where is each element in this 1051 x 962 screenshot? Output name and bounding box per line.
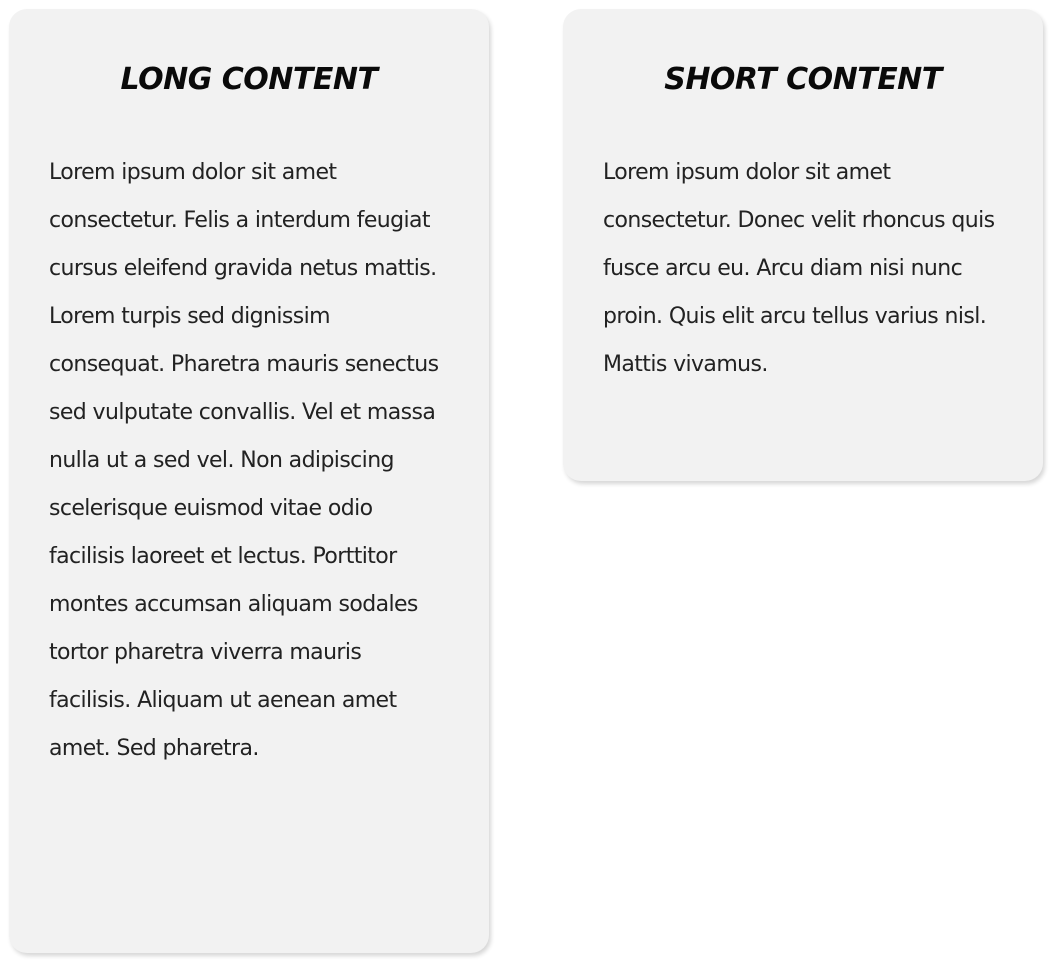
short-content-body: Lorem ipsum dolor sit amet consectetur. Donec velit rhoncus quis fusce arcu eu. Arcu diam nisi nunc proin. Quis elit arcu tellus varius nisl. Mattis vivamus. — [603, 160, 995, 377]
short-content-card — [563, 9, 1043, 481]
long-content-title: LONG CONTENT — [120, 62, 378, 97]
short-content-title: SHORT CONTENT — [664, 62, 942, 97]
long-content-body: Lorem ipsum dolor sit amet consectetur. Felis a interdum feugiat cursus eleifend gravida netus mattis. Lorem turpis sed dignissim consequat. Pharetra mauris senectus sed vulputate convallis. Vel et massa nulla ut a sed vel. Non adipiscing scelerisque euismod vitae odio facilisis laoreet et lectus. Porttitor montes accumsan aliquam sodales tortor pharetra viverra mauris facilisis. Aliquam ut aenean amet amet. Sed pharetra. — [49, 160, 439, 761]
long-content-card — [9, 9, 489, 953]
